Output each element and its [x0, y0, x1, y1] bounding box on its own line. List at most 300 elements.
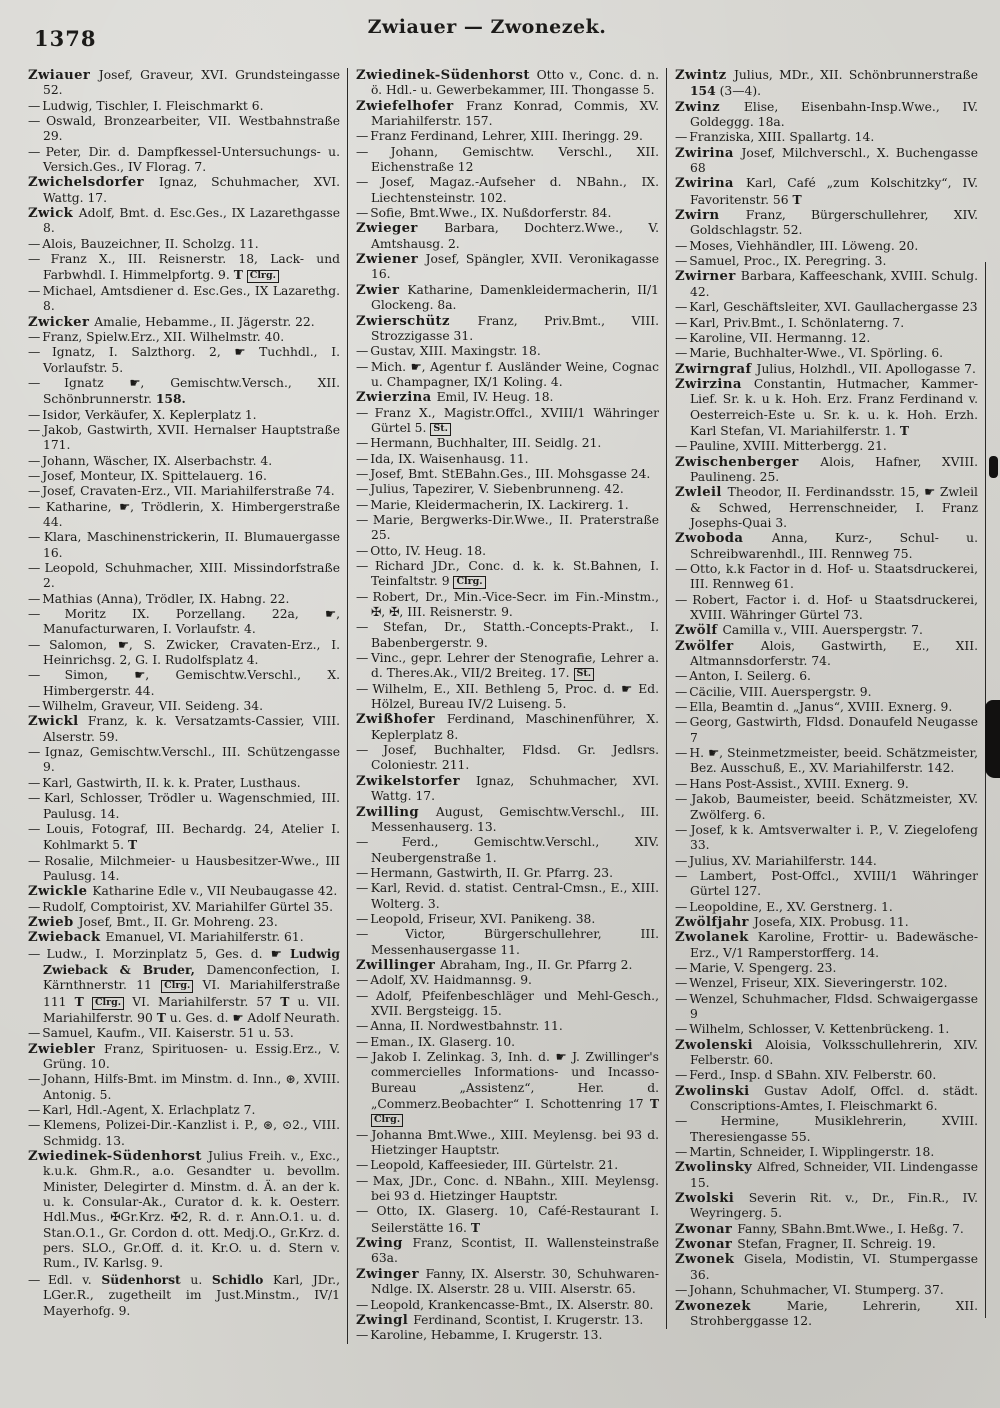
directory-entry: Zwonar Fanny, SBahn.Bmt.Wwe., I. Heßg. 7.	[675, 1221, 964, 1237]
directory-entry: — Ella, Beamtin d. „Janus“, XVIII. Exnerg. 9.	[675, 700, 953, 715]
ditto-dash: —	[28, 98, 43, 113]
directory-entry: — Otto, IX. Glaserg. 10, Café-Restaurant I. Seilerstätte 16. T	[356, 1204, 659, 1235]
directory-entry: — Franz X., III. Reisnerstr. 18, Lack- und Farbwhdl. I. Himmelpfortg. 9. T Clrg.	[28, 252, 340, 283]
ditto-dash: —	[356, 1297, 371, 1312]
ditto-dash: —	[675, 254, 690, 269]
ditto-dash: —	[356, 559, 375, 573]
directory-entry: — Robert, Dr., Min.-Vice-Secr. im Fin.-Minstm., ✠, ✠, III. Reisnerstr. 9.	[356, 589, 659, 620]
directory-entry: Zwichelsdorfer Ignaz, Schuhmacher, XVI. Wattg. 17.	[28, 175, 341, 205]
ditto-dash: —	[28, 283, 43, 298]
ditto-dash: —	[675, 822, 691, 837]
directory-entry: Zwiener Josef, Spängler, XVII. Veronikagasse 16.	[356, 252, 659, 282]
ditto-dash: —	[356, 1158, 371, 1173]
ditto-dash: —	[28, 699, 43, 714]
directory-entry: — Karl, Geschäftsleiter, XVI. Gaullachergasse 23	[675, 300, 978, 315]
directory-entry: Zwolski Severin Rit. v., Dr., Fin.R., IV. Weyringerg. 5.	[675, 1191, 978, 1221]
ditto-dash: —	[675, 562, 690, 576]
ditto-dash: —	[356, 835, 402, 850]
directory-entry: — Wilhelm, Schlosser, V. Kettenbrückeng. 1.	[675, 1022, 950, 1037]
directory-entry: — Wenzel, Schuhmacher, Fldsd. Schwaigergasse 9	[675, 991, 978, 1021]
entry-surname: Zwiauer	[28, 68, 99, 83]
ditto-dash: —	[28, 114, 47, 129]
directory-entry: — Ferd., Gemischtw.Verschl., XIV. Neubergenstraße 1.	[356, 835, 659, 865]
ditto-dash: —	[675, 130, 690, 145]
directory-entry: — Leopold, Kaffeesieder, III. Gürtelstr. 21.	[356, 1158, 619, 1173]
entry-surname: Zwiefelhofer	[356, 98, 467, 114]
directory-entry: — Samuel, Kaufm., VII. Kaiserstr. 51 u. 53.	[28, 1026, 294, 1041]
directory-entry: — Ludw., I. Morzinplatz 5, Ges. d. ☛ Ludwig Zwieback & Bruder, Damenconfection, I. Kärnthnerstr. 11 Clrg. VI. Mariahilferstraße 111 T Clrg. VI. Mariahilferstr. 57 T u. VII. Mariahilferstr. 90 T u. Ges. d. ☛ Adolf Neurath.	[28, 945, 340, 1025]
directory-entry: — Eman., IX. Glaserg. 10.	[356, 1034, 516, 1049]
directory-entry: Zwickl Franz, k. k. Versatzamts-Cassier, VIII. Alserstr. 59.	[28, 714, 340, 744]
directory-entry: — Anton, I. Seilerg. 6.	[675, 669, 811, 684]
directory-entry: Zwoboda Anna, Kurz-, Schul- u. Schreibwarenhdl., III. Rennweg 75.	[675, 531, 978, 561]
boxed-marker: Clrg.	[247, 270, 279, 283]
directory-entry: — Hermine, Musiklehrerin, XVIII. Theresiengasse 55.	[675, 1114, 978, 1144]
ditto-dash: —	[675, 715, 690, 730]
entry-surname: Zwonezek	[675, 1298, 787, 1314]
ditto-dash: —	[356, 497, 371, 512]
ditto-dash: —	[675, 1114, 721, 1129]
ink-smudge	[985, 700, 1000, 778]
ditto-dash: —	[28, 791, 44, 806]
entry-surname: Zwonar	[675, 1237, 738, 1253]
ditto-dash: —	[675, 991, 690, 1006]
entry-surname: Zwiebler	[28, 1041, 104, 1057]
directory-entry: Zwiebler Franz, Spirituosen- u. Essig.Erz., V. Grüng. 10.	[28, 1041, 340, 1071]
entry-surname: Zwinger	[356, 1266, 426, 1282]
directory-entry: — Johann, Hilfs-Bmt. im Minstm. d. Inn., ⊛, XVIII. Antonig. 5.	[28, 1072, 340, 1102]
directory-entry: Zwilling August, Gemischtw.Verschl., III. Messenhauserg. 13.	[356, 804, 659, 834]
ditto-dash: —	[356, 865, 371, 880]
entry-surname: Zwischenberger	[675, 454, 821, 470]
entry-surname: Zwiedinek-Südenhorst	[28, 1149, 209, 1165]
directory-columns	[28, 68, 986, 1344]
directory-entry: Zwieb Josef, Bmt., II. Gr. Mohreng. 23.	[28, 914, 278, 930]
directory-entry: — Leopoldine, E., XV. Gerstnerg. 1.	[675, 899, 893, 914]
directory-entry: — Louis, Fotograf, III. Bechardg. 24, Atelier I. Kohlmarkt 5. T	[28, 821, 340, 853]
ditto-dash: —	[356, 620, 384, 635]
directory-entry: — Josef, Buchhalter, Fldsd. Gr. Jedlsrs. Coloniestr. 211.	[356, 743, 659, 773]
ditto-dash: —	[356, 175, 381, 190]
ditto-dash: —	[356, 451, 371, 466]
directory-entry: — Marie, Buchhalter-Wwe., VI. Spörling. 6.	[675, 346, 944, 361]
directory-entry: Zwintz Julius, MDr., XII. Schönbrunnerstraße 154 (3—4).	[675, 68, 978, 99]
ditto-dash: —	[356, 1034, 371, 1049]
directory-entry: — Simon, ☛, Gemischtw.Verschl., X. Himbergerstr. 44.	[28, 668, 340, 698]
ditto-dash: —	[28, 453, 43, 468]
directory-entry: — Mathias (Anna), Trödler, IX. Habng. 22.	[28, 591, 290, 606]
ditto-dash: —	[28, 345, 52, 360]
ditto-dash: —	[675, 700, 690, 715]
ditto-dash: —	[356, 436, 371, 451]
directory-entry: — Marie, V. Spengerg. 23.	[675, 960, 837, 975]
directory-entry: Zwiefelhofer Franz Konrad, Commis, XV. Mariahilferstr. 157.	[356, 98, 660, 129]
entry-surname: Zwierzina	[356, 390, 437, 406]
ditto-dash: —	[28, 1072, 43, 1087]
ditto-dash: —	[28, 775, 43, 790]
ditto-dash: —	[675, 1068, 690, 1083]
directory-entry: — Hans Post-Assist., XVIII. Exnerg. 9.	[675, 776, 909, 791]
directory-entry: — Karoline, Hebamme, I. Krugerstr. 13.	[356, 1328, 603, 1343]
ditto-dash: —	[28, 1103, 43, 1118]
directory-entry: Zwölfer Alois, Gastwirth, E., XII. Altmannsdorferstr. 74.	[675, 638, 978, 669]
ditto-dash: —	[356, 1050, 372, 1064]
directory-entry: Zwing Franz, Scontist, II. Wallensteinstraße 63a.	[356, 1236, 659, 1266]
directory-entry: — Ignaz, Gemischtw.Verschl., III. Schützengasse 9.	[28, 745, 340, 775]
entry-surname: Zwickle	[28, 884, 93, 900]
entry-surname: Zwierschütz	[356, 313, 478, 329]
directory-entry: — Klemens, Polizei-Dir.-Kanzlist i. P., ⊛, ⊙2., VIII. Schmidg. 13.	[28, 1118, 340, 1148]
ditto-dash: —	[356, 144, 391, 159]
directory-entry: Zwicker Amalie, Hebamme., II. Jägerstr. 22.	[28, 314, 315, 330]
ditto-dash: —	[28, 329, 43, 344]
directory-entry: — Klara, Maschinenstrickerin, II. Blumauergasse 16.	[28, 530, 340, 560]
directory-entry: Zwölf Camilla v., VIII. Auerspergstr. 7.	[675, 623, 923, 639]
entry-surname: Zwirzina	[675, 376, 754, 392]
entry-surname: Zwolinski	[675, 1083, 765, 1099]
directory-entry: Zwolinsky Alfred, Schneider, VII. Lindengasse 15.	[675, 1160, 978, 1190]
directory-entry: — Max, JDr., Conc. d. NBahn., XIII. Meylensg. bei 93 d. Hietzinger Hauptstr.	[356, 1173, 659, 1204]
boxed-marker: Clrg.	[92, 997, 124, 1010]
column-2	[347, 68, 666, 1344]
directory-entry: Zwierzina Emil, IV. Heug. 18.	[356, 390, 554, 406]
directory-entry: Zwonek Gisela, Modistin, VI. Stumpergasse 36.	[675, 1252, 978, 1282]
directory-entry: — Jakob I. Zelinkag. 3, Inh. d. ☛ J. Zwillinger's commercielles Informations- und Incasso-Bureau „Assistenz“, Her. d. „Commerz.Beobachter“ I. Schottenring 17 T Clrg.	[356, 1050, 659, 1126]
page-title: Zwiauer — Zwonezek.	[367, 16, 607, 38]
ditto-dash: —	[28, 946, 47, 961]
directory-entry: Zwickle Katharine Edle v., VII Neubaugasse 42.	[28, 884, 338, 900]
ditto-dash: —	[356, 1328, 371, 1343]
ditto-dash: —	[675, 960, 690, 975]
directory-entry: Zwillinger Abraham, Ing., II. Gr. Pfarrg 2.	[356, 957, 633, 973]
directory-entry: — Katharine, ☛, Trödlerin, X. Himbergerstraße 44.	[28, 499, 340, 529]
ditto-dash: —	[675, 792, 692, 807]
directory-entry: — Marie, Bergwerks-Dir.Wwe., II. Praterstraße 25.	[356, 512, 659, 543]
directory-entry: — Georg, Gastwirth, Fldsd. Donaufeld Neugasse 7	[675, 715, 978, 745]
directory-entry: Zwolinski Gustav Adolf, Offcl. d. städt. Conscriptions-Amtes, I. Fleischmarkt 6.	[675, 1083, 978, 1114]
ditto-dash: —	[675, 746, 690, 761]
ditto-dash: —	[675, 684, 690, 699]
entry-surname: Zwonar	[675, 1221, 738, 1237]
ditto-dash: —	[356, 973, 371, 988]
ditto-dash: —	[28, 484, 43, 499]
entry-surname: Zwichelsdorfer	[28, 175, 159, 191]
directory-entry: — Leopold, Friseur, XVI. Panikeng. 38.	[356, 911, 596, 926]
ditto-dash: —	[356, 482, 371, 497]
ditto-dash: —	[28, 668, 65, 683]
directory-entry: — Karl, Revid. d. statist. Central-Cmsn., E., XIII. Wolterg. 3.	[356, 881, 659, 911]
ditto-dash: —	[28, 1118, 44, 1133]
ditto-dash: —	[28, 899, 43, 914]
directory-entry: — Josef, Bmt. StEBahn.Ges., III. Mohsgasse 24.	[356, 466, 651, 481]
directory-entry: Zwiedinek-Südenhorst Julius Freih. v., Exc., k.u.k. Ghm.R., a.o. Gesandter u. bevollm. Minister, Delegirter d. Minstm. d. Ä. an der k. u. k. Consular-Ak., Curator d. k. k. Oesterr. Hdl.Mus., ✠Gr.Krz. ✠2, R. d. r. Ann.O.1. u. d. Stan.O.1., Gr. Cordon d. ott. Medj.O., Gr.Krz. d. pers. SLO., Gr.Off. d. it. Kr.O. u. d. Stern v. Rum., IV. Karlsg. 9.	[28, 1149, 340, 1271]
directory-entry: — Johann, Wäscher, IX. Alserbachstr. 4.	[28, 453, 273, 468]
entry-surname: Zwolski	[675, 1191, 749, 1207]
directory-entry: Zwonar Stefan, Fragner, II. Schreig. 19.	[675, 1237, 936, 1253]
entry-surname: Zwirn	[675, 208, 746, 224]
ditto-dash: —	[356, 344, 371, 359]
entry-surname: Zwiener	[356, 252, 426, 268]
page-header	[28, 16, 986, 58]
ditto-dash: —	[675, 439, 690, 454]
entry-surname: Zwing	[356, 1236, 413, 1252]
ditto-dash: —	[675, 346, 690, 361]
directory-entry: Zwißhofer Ferdinand, Maschinenführer, X. Keplerplatz 8.	[356, 712, 659, 742]
directory-entry: Zwirngraf Julius, Holzhdl., VII. Apollogasse 7.	[675, 361, 976, 377]
directory-entry: — Karl, Hdl.-Agent, X. Erlachplatz 7.	[28, 1103, 256, 1118]
entry-surname: Zwickl	[28, 714, 88, 730]
directory-entry: Zwirn Franz, Bürgerschullehrer, XIV. Goldschlagstr. 52.	[675, 208, 978, 238]
ditto-dash: —	[356, 911, 371, 926]
entry-surname: Zwicker	[28, 314, 95, 330]
ditto-dash: —	[356, 1173, 373, 1188]
directory-entry: — Hermann, Buchhalter, III. Seidlg. 21.	[356, 436, 602, 451]
directory-entry: — Karoline, VII. Hermanng. 12.	[675, 330, 871, 345]
directory-entry: — Peter, Dir. d. Dampfkessel-Untersuchungs- u. Versich.Ges., IV Florag. 7.	[28, 144, 340, 175]
entry-surname: Zwölf	[675, 623, 723, 639]
directory-entry: — Alois, Bauzeichner, II. Scholzg. 11.	[28, 236, 259, 251]
boxed-marker: Clrg.	[371, 1114, 403, 1127]
directory-entry: — Adolf, Pfeifenbeschläger und Mehl-Gesch., XVII. Bergsteigg. 15.	[356, 988, 659, 1018]
directory-entry: — Sofie, Bmt.Wwe., IX. Nußdorferstr. 84.	[356, 206, 612, 221]
directory-entry: Zwinz Elise, Eisenbahn-Insp.Wwe., IV. Goldeggg. 18a.	[675, 99, 978, 130]
directory-entry: — Franz X., Magistr.Offcl., XVIII/1 Währinger Gürtel 5. St.	[356, 405, 659, 435]
directory-entry: — Josef, Monteur, IX. Spittelauerg. 16.	[28, 468, 267, 483]
directory-entry: — Moses, Viehhändler, III. Löweng. 20.	[675, 238, 919, 253]
directory-entry: — Wenzel, Friseur, XIX. Sieveringerstr. 102.	[675, 976, 948, 991]
directory-entry: — Martin, Schneider, I. Wipplingerstr. 18.	[675, 1145, 935, 1160]
right-column-rule	[985, 262, 987, 1318]
directory-entry: — Ignatz ☛, Gemischtw.Versch., XII. Schönbrunnerstr. 158.	[28, 375, 340, 407]
ditto-dash: —	[356, 589, 373, 604]
entry-surname: Zwier	[356, 282, 408, 298]
ditto-dash: —	[356, 681, 373, 696]
entry-surname: Zwillinger	[356, 957, 441, 973]
directory-entry: Zwolanek Karoline, Frottir- u. Badewäsche-Erz., V/1 Ramperstorfferg. 14.	[675, 930, 978, 960]
directory-entry: — Wilhelm, E., XII. Bethleng 5, Proc. d. ☛ Ed. Hölzel, Bureau IV/2 Luiseng. 5.	[356, 681, 659, 712]
directory-entry: Zwiedinek-Südenhorst Otto v., Conc. d. n. ö. Hdl.- u. Gewerbekammer, III. Thongasse 5.	[356, 68, 659, 98]
ditto-dash: —	[28, 144, 46, 159]
entry-surname: Zwick	[28, 206, 79, 222]
page-number: 1378	[34, 26, 97, 51]
ditto-dash: —	[28, 561, 45, 575]
directory-entry: — Franz Ferdinand, Lehrer, XIII. Iheringg. 29.	[356, 129, 643, 144]
ditto-dash: —	[28, 853, 45, 868]
directory-entry: — Jakob, Gastwirth, XVII. Hernalser Hauptstraße 171.	[28, 422, 340, 453]
ditto-dash: —	[675, 315, 690, 330]
directory-entry: Zwiauer Josef, Graveur, XVI. Grundsteingasse 52.	[28, 68, 340, 98]
directory-entry: — Leopold, Krankencasse-Bmt., IX. Alserstr. 80.	[356, 1297, 654, 1312]
directory-entry: — Richard JDr., Conc. d. k. k. St.Bahnen, I. Teinfaltstr. 9 Clrg.	[356, 559, 659, 589]
directory-entry: — Otto, k.k Factor in d. Hof- u. Staatsdruckerei, III. Rennweg 61.	[675, 562, 978, 592]
ditto-dash: —	[675, 1022, 690, 1037]
ditto-dash: —	[675, 669, 690, 684]
entry-surname: Zwirngraf	[675, 361, 757, 377]
directory-entry: Zwölfjahr Josefa, XIX. Probusg. 11.	[675, 914, 909, 930]
directory-entry: Zwirina Karl, Café „zum Kolschitzky“, IV. Favoritenstr. 56 T	[675, 176, 979, 207]
directory-entry: — Wilhelm, Graveur, VII. Seideng. 34.	[28, 699, 263, 714]
ditto-dash: —	[675, 976, 690, 991]
directory-entry: — Karl, Gastwirth, II. k. k. Prater, Lusthaus.	[28, 775, 301, 790]
directory-entry: — Robert, Factor i. d. Hof- u Staatsdruckerei, XVIII. Währinger Gürtel 73.	[675, 592, 978, 623]
ditto-dash: —	[675, 300, 690, 315]
ditto-dash: —	[28, 821, 47, 836]
directory-entry: — Lambert, Post-Offcl., XVIII/1 Währinger Gürtel 127.	[675, 868, 978, 899]
directory-entry: — Rosalie, Milchmeier- u Hausbesitzer-Wwe., III Paulusg. 14.	[28, 853, 340, 883]
directory-entry: Zwieger Barbara, Dochterz.Wwe., V. Amtshausg. 2.	[356, 221, 660, 251]
boxed-marker: St.	[574, 668, 595, 681]
boxed-marker: St.	[430, 423, 451, 436]
directory-entry: — Karl, Schlosser, Trödler u. Wagenschmied, III. Paulusg. 14.	[28, 791, 340, 821]
entry-surname: Zwinz	[675, 99, 744, 115]
directory-entry: — Adolf, XV. Haidmannsg. 9.	[356, 973, 532, 988]
directory-entry: Zwierschütz Franz, Priv.Bmt., VIII. Strozzigasse 31.	[356, 313, 659, 343]
entry-surname: Zwolinsky	[675, 1160, 758, 1176]
ditto-dash: —	[356, 206, 371, 221]
directory-entry: — Pauline, XVIII. Mitterbergg. 21.	[675, 439, 887, 454]
directory-entry: — Michael, Amtsdiener d. Esc.Ges., IX Lazarethg. 8.	[28, 283, 340, 314]
ditto-dash: —	[28, 745, 45, 760]
ditto-dash: —	[28, 468, 43, 483]
entry-surname: Zwingl	[356, 1312, 414, 1328]
ditto-dash: —	[28, 607, 65, 622]
directory-entry: — Oswald, Bronzearbeiter, VII. Westbahnstraße 29.	[28, 114, 340, 144]
ditto-dash: —	[356, 466, 371, 481]
directory-entry: — Johann, Gemischtw. Verschl., XII. Eichenstraße 12	[356, 144, 659, 175]
ditto-dash: —	[356, 988, 376, 1003]
ditto-dash: —	[356, 1019, 371, 1034]
ditto-dash: —	[28, 637, 50, 652]
ditto-dash: —	[356, 927, 406, 942]
ditto-dash: —	[675, 238, 690, 253]
ditto-dash: —	[356, 1204, 377, 1219]
directory-entry: Zwirzina Constantin, Hutmacher, Kammer-Lief. Sr. k. u k. Hoh. Erz. Franz Ferdinand v. Oesterreich-Este u. Sr. k. u. k. Hoh. Erzh. Karl Stefan, VI. Mariahilferstr. 1. T	[675, 376, 978, 438]
boxed-marker: Clrg.	[453, 576, 485, 589]
entry-surname: Zwoboda	[675, 531, 772, 547]
directory-entry: — Marie, Kleidermacherin, IX. Lackirerg. 1.	[356, 497, 629, 512]
ditto-dash: —	[675, 1145, 690, 1160]
ditto-dash: —	[28, 591, 43, 606]
ditto-dash: —	[675, 899, 690, 914]
directory-entry: — Victor, Bürgerschullehrer, III. Messenhausergasse 11.	[356, 927, 659, 957]
ditto-dash: —	[675, 776, 690, 791]
directory-entry: — Josef, Cravaten-Erz., VII. Mariahilferstraße 74.	[28, 484, 335, 499]
directory-entry: Zwischenberger Alois, Hafner, XVIII. Paulineng. 25.	[675, 454, 978, 484]
directory-entry: Zwick Adolf, Bmt. d. Esc.Ges., IX Lazarethgasse 8.	[28, 206, 340, 236]
entry-surname: Zwintz	[675, 68, 734, 83]
entry-surname: Zwißhofer	[356, 712, 447, 728]
ditto-dash: —	[675, 592, 693, 607]
directory-entry: — Ignatz, I. Salzthorg. 2, ☛ Tuchhdl., I. Vorlaufstr. 5.	[28, 345, 340, 375]
ditto-dash: —	[28, 375, 65, 390]
directory-entry: — Anna, II. Nordwestbahnstr. 11.	[356, 1019, 563, 1034]
entry-surname: Zwikelstorfer	[356, 773, 476, 789]
entry-surname: Zwieger	[356, 221, 445, 237]
ditto-dash: —	[356, 129, 371, 144]
entry-surname: Zwolanek	[675, 930, 758, 946]
directory-entry: — Johanna Bmt.Wwe., XIII. Meylensg. bei 93 d. Hietzinger Hauptstr.	[356, 1127, 659, 1158]
directory-entry: — Josef, Magaz.-Aufseher d. NBahn., IX. Liechtensteinstr. 102.	[356, 175, 659, 205]
entry-surname: Zwieback	[28, 930, 106, 946]
ditto-dash: —	[28, 422, 44, 437]
entry-surname: Zwolenski	[675, 1037, 766, 1053]
directory-entry: — Julius, XV. Mariahilferstr. 144.	[675, 853, 877, 868]
directory-entry: — Gustav, XIII. Maxingstr. 18.	[356, 344, 541, 359]
ditto-dash: —	[28, 407, 43, 422]
directory-entry: — Josef, k k. Amtsverwalter i. P., V. Ziegelofeng 33.	[675, 822, 978, 853]
directory-entry: — Leopold, Schuhmacher, XIII. Missindorfstraße 2.	[28, 561, 340, 591]
entry-surname: Zwilling	[356, 804, 436, 820]
directory-entry: Zwonezek Marie, Lehrerin, XII. Strohberggasse 12.	[675, 1298, 978, 1328]
ditto-dash: —	[28, 1272, 48, 1287]
directory-entry: — Jakob, Baumeister, beeid. Schätzmeister, XV. Zwölferg. 6.	[675, 792, 978, 822]
directory-entry: Zwieback Emanuel, VI. Mariahilferstr. 61.	[28, 930, 304, 946]
boxed-marker: Clrg.	[161, 980, 193, 993]
directory-entry: Zwingl Ferdinand, Scontist, I. Krugerstr. 13.	[356, 1312, 644, 1328]
entry-surname: Zwölfer	[675, 638, 761, 654]
entry-surname: Zwleil	[675, 485, 728, 501]
ditto-dash: —	[28, 236, 43, 251]
directory-entry: — Salomon, ☛, S. Zwicker, Cravaten-Erz., I. Heinrichsg. 2, G. I. Rudolfsplatz 4.	[28, 637, 340, 668]
directory-entry: — Otto, IV. Heug. 18.	[356, 543, 486, 558]
directory-entry: Zwier Katharine, Damenkleidermacherin, II/1 Glockeng. 8a.	[356, 282, 659, 313]
ditto-dash: —	[356, 651, 371, 666]
directory-entry: — Karl, Priv.Bmt., I. Schönlaterng. 7.	[675, 315, 905, 330]
ditto-dash: —	[28, 499, 46, 514]
column-1	[28, 68, 347, 1319]
directory-entry: — Cäcilie, VIII. Auerspergstr. 9.	[675, 684, 872, 699]
directory-entry: — Hermann, Gastwirth, II. Gr. Pfarrg. 23.	[356, 865, 614, 880]
directory-entry: Zwikelstorfer Ignaz, Schuhmacher, XVI. Wattg. 17.	[356, 773, 659, 804]
directory-entry: Zwirner Barbara, Kaffeeschank, XVIII. Schulg. 42.	[675, 269, 979, 299]
ditto-dash: —	[356, 743, 384, 758]
ditto-dash: —	[356, 359, 371, 374]
directory-entry: — Johann, Schuhmacher, VI. Stumperg. 37.	[675, 1283, 944, 1298]
entry-surname: Zwirner	[675, 269, 741, 285]
ditto-dash: —	[356, 1127, 372, 1142]
directory-entry: — Vinc., gepr. Lehrer der Stenografie, Lehrer a. d. Theres.Ak., VII/2 Breiteg. 17. St.	[356, 651, 659, 681]
directory-entry: Zwinger Fanny, IX. Alserstr. 30, Schuhwaren-Ndlge. IX. Alserstr. 28 u. VIII. Alserstr. 65.	[356, 1266, 659, 1297]
ditto-dash: —	[356, 405, 375, 420]
directory-entry: — Franziska, XIII. Spallartg. 14.	[675, 130, 875, 145]
entry-surname: Zwieb	[28, 914, 79, 930]
entry-surname: Zwölfjahr	[675, 914, 754, 930]
directory-entry: — Isidor, Verkäufer, X. Keplerplatz 1.	[28, 407, 257, 422]
directory-entry: — Samuel, Proc., IX. Peregring. 3.	[675, 254, 887, 269]
directory-entry: — Ferd., Insp. d SBahn. XIV. Felberstr. 60.	[675, 1068, 937, 1083]
ditto-dash: —	[28, 252, 51, 267]
ditto-dash: —	[356, 881, 371, 896]
ditto-dash: —	[675, 868, 700, 883]
ditto-dash: —	[28, 1026, 43, 1041]
directory-entry: — Julius, Tapezirer, V. Siebenbrunneng. 42.	[356, 482, 624, 497]
column-3	[666, 68, 985, 1329]
entry-surname: Zwirina	[675, 176, 746, 192]
directory-entry: — Edl. v. Südenhorst u. Schidlo Karl, JDr., LGer.R., zugetheilt im Just.Minstm., IV/1 Mayerhofg. 9.	[28, 1271, 340, 1318]
directory-entry: — Franz, Spielw.Erz., XII. Wilhelmstr. 40.	[28, 329, 285, 344]
directory-entry: — Moritz IX. Porzellang. 22a, ☛, Manufacturwaren, I. Vorlaufstr. 4.	[28, 607, 340, 637]
ditto-dash: —	[675, 1283, 690, 1298]
directory-entry: Zwleil Theodor, II. Ferdinandsstr. 15, ☛ Zwleil & Schwed, Herrenschneider, I. Franz Josephs-Quai 3.	[675, 485, 978, 530]
directory-entry: — Ludwig, Tischler, I. Fleischmarkt 6.	[28, 98, 264, 113]
directory-entry: — Mich. ☛, Agentur f. Ausländer Weine, Cognac u. Champagner, IX/1 Koling. 4.	[356, 359, 659, 389]
directory-entry: — Stefan, Dr., Statth.-Concepts-Prakt., I. Babenbergerstr. 9.	[356, 620, 659, 650]
entry-surname: Zwonek	[675, 1252, 745, 1268]
directory-entry: — H. ☛, Steinmetzmeister, beeid. Schätzmeister, Bez. Ausschuß, E., XV. Mariahilferstr. 142.	[675, 746, 978, 776]
entry-surname: Zwirina	[675, 145, 742, 161]
ink-smudge	[989, 456, 998, 478]
directory-entry: — Ida, IX. Waisenhausg. 11.	[356, 451, 529, 466]
